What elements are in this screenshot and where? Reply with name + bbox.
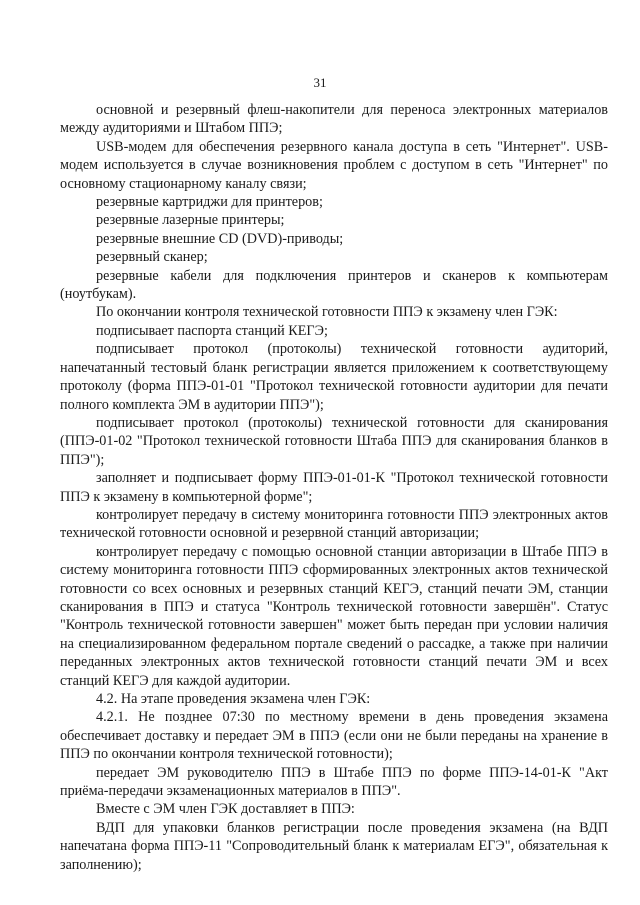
paragraph: Вместе с ЭМ член ГЭК доставляет в ППЭ:	[96, 801, 355, 818]
paragraph: основной и резервный флеш-накопители для переноса электронных материалов между аудиториями и Штабом ППЭ;	[60, 102, 608, 137]
paragraph: резервные внешние CD (DVD)-приводы;	[96, 230, 344, 247]
paragraph: ВДП для упаковки бланков регистрации после проведения экзамена (на ВДП напечатана форма ППЭ-11 "Сопроводительный бланк к материалам ЕГЭ", обязательная к заполнению);	[60, 819, 608, 873]
paragraph: резервные кабели для подключения принтеров и сканеров к компьютерам (ноутбукам).	[60, 267, 608, 303]
paragraph: подписывает паспорта станций КЕГЭ;	[96, 322, 328, 339]
paragraph: контролирует передачу с помощью основной станции авторизации в Штабе ППЭ в систему мониторинга готовности ППЭ сформированных электронных актов технической готовности со всех основных и резервных станций КЕГЭ, станций печати ЭМ, станции сканирования в ППЭ и статуса "Контроль технической готовности завершён". Статус "Контроль технической готовности завершен" может быть передан при условии наличия на специализированном федеральном портале сведений о рассадке, а также при наличии переданных электронных актов технической готовности станций печати ЭМ и всех станций КЕГЭ для каждой аудитории.	[60, 543, 608, 689]
paragraph: резервные картриджи для принтеров;	[96, 194, 323, 211]
paragraph: передает ЭМ руководителю ППЭ в Штабе ППЭ по форме ППЭ-14-01-К "Акт приёма-передачи экзаменационных материалов в ППЭ".	[60, 764, 608, 800]
paragraph: резервные лазерные принтеры;	[96, 212, 285, 229]
paragraph: контролирует передачу в систему мониторинга готовности ППЭ электронных актов технической готовности основной и резервной станций авторизации;	[60, 506, 608, 542]
paragraph: подписывает протокол (протоколы) технической готовности аудиторий, напечатанный тестовый бланк регистрации является приложением к соответствующему протоколу (форма ППЭ-01-01 "Протокол технической готовности аудитории для печати полного комплекта ЭМ в аудитории ППЭ");	[60, 341, 608, 413]
paragraph: заполняет и подписывает форму ППЭ-01-01-К "Протокол технической готовности ППЭ к экзамену в компьютерной форме";	[60, 470, 608, 505]
document-body	[60, 101, 608, 874]
paragraph: подписывает протокол (протоколы) технической готовности для сканирования (ППЭ-01-02 "Протокол технической готовности Штаба ППЭ для сканирования бланков в ППЭ");	[60, 414, 608, 468]
paragraph: По окончании контроля технической готовности ППЭ к экзамену член ГЭК:	[96, 304, 558, 321]
page-number: 31	[313, 75, 327, 90]
paragraph: 4.2.1. Не позднее 07:30 по местному времени в день проведения экзамена обеспечивает доставку и передает ЭМ в ППЭ (если они не были переданы на хранение в ППЭ по окончании контроля технической готовности);	[60, 709, 608, 763]
section-heading: 4.2. На этапе проведения экзамена член ГЭК:	[96, 691, 371, 707]
paragraph: резервный сканер;	[96, 249, 208, 266]
paragraph: USB-модем для обеспечения резервного канала доступа в сеть "Интернет". USB-модем используется в случае возникновения проблем с доступом в сеть "Интернет" по основному стационарному каналу связи;	[60, 138, 608, 192]
